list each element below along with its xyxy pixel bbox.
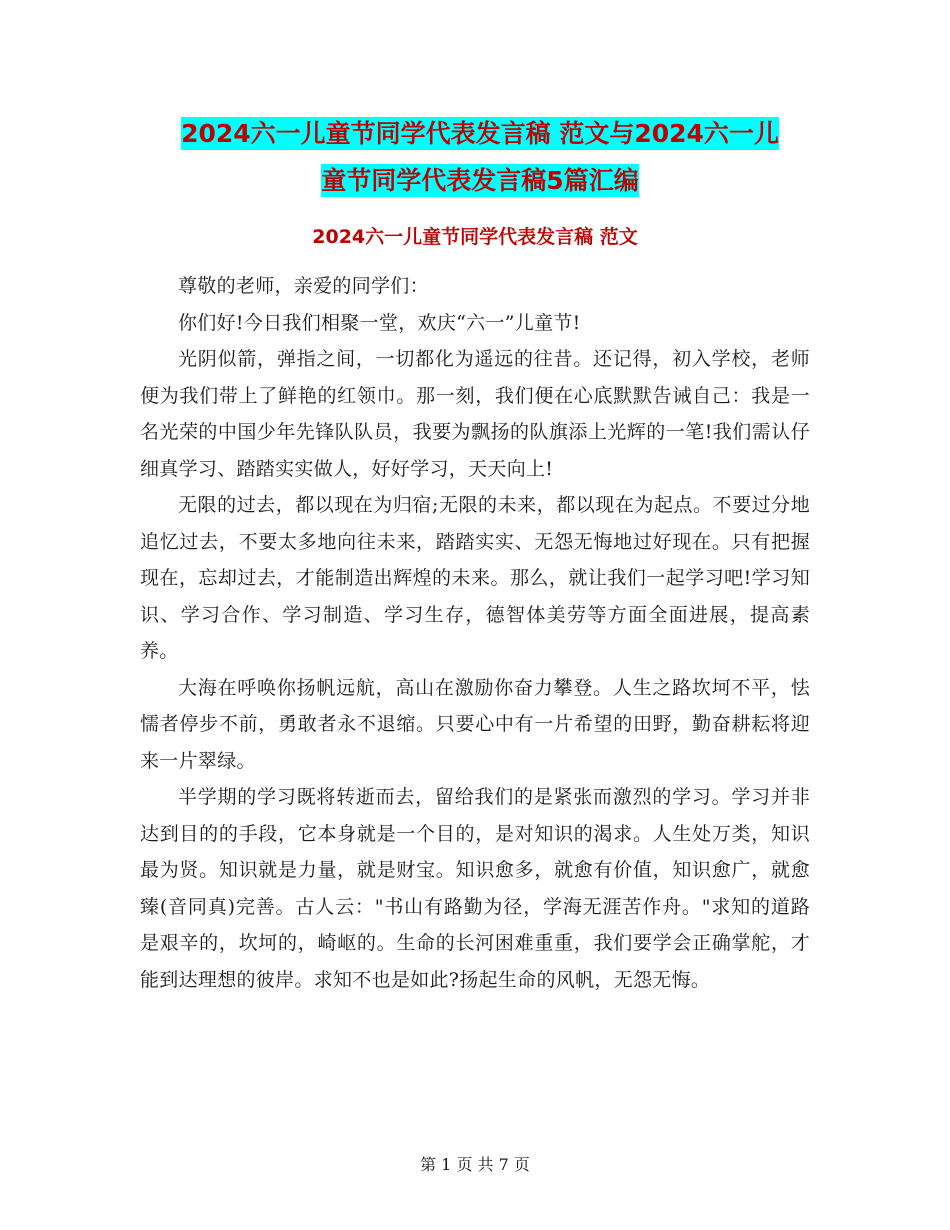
- main-title-line-2: 童节同学代表发言稿5篇汇编: [321, 166, 639, 195]
- salutation-paragraph: 尊敬的老师，亲爱的同学们：: [178, 275, 429, 297]
- body-paragraph: 半学期的学习既将转逝而去，留给我们的是紧张而激烈的学习。学习并非达到目的的手段，它本身就是一个目的，是对知识的渴求。人生处万类，知识最为贤。知识就是力量，就是财宝。知识愈多，就愈有价值，知识愈广，就愈臻(音同真)完善。古人云："书山有路勤为径，学海无涯苦作舟。"求知的道路是艰辛的，坎坷的，崎岖的。生命的长河困难重重，我们要学会正确掌舵，才能到达理想的彼岸。求知不也是如此?扬起生命的风帆，无怨无悔。: [140, 786, 810, 991]
- greeting-paragraph: 你们好!今日我们相聚一堂，欢庆“六一”儿童节!: [178, 311, 581, 334]
- main-title: [120, 110, 840, 204]
- body-paragraph: 大海在呼唤你扬帆远航，高山在激励你奋力攀登。人生之路坎坷不平，怯懦者停步不前，勇敢者永不退缩。只要心中有一片希望的田野，勤奋耕耘将迎来一片翠绿。: [140, 676, 810, 772]
- body-paragraph: 光阴似箭，弹指之间，一切都化为遥远的往昔。还记得，初入学校，老师便为我们带上了鲜艳的红领巾。那一刻，我们便在心底默默告诫自己：我是一名光荣的中国少年先锋队队员，我要为飘扬的队旗添上光辉的一笔!我们需认仔细真学习、踏踏实实做人，好好学习，天天向上!: [140, 348, 810, 480]
- document-body: [140, 268, 810, 998]
- section-title: 2024六一儿童节同学代表发言稿 范文: [312, 226, 638, 248]
- body-paragraph: 无限的过去，都以现在为归宿;无限的未来，都以现在为起点。不要过分地追忆过去，不要太多地向往未来，踏踏实实、无怨无悔地过好现在。只有把握现在，忘却过去，才能制造出辉煌的未来。那么，就让我们一起学习吧!学习知识、学习合作、学习制造、学习生存，德智体美劳等方面全面进展，提高素养。: [140, 494, 810, 662]
- page-number: 第 1 页 共 7 页: [420, 1155, 530, 1174]
- page-footer: [0, 1152, 950, 1175]
- main-title-line-1: 2024六一儿童节同学代表发言稿 范文与2024六一儿: [181, 119, 779, 148]
